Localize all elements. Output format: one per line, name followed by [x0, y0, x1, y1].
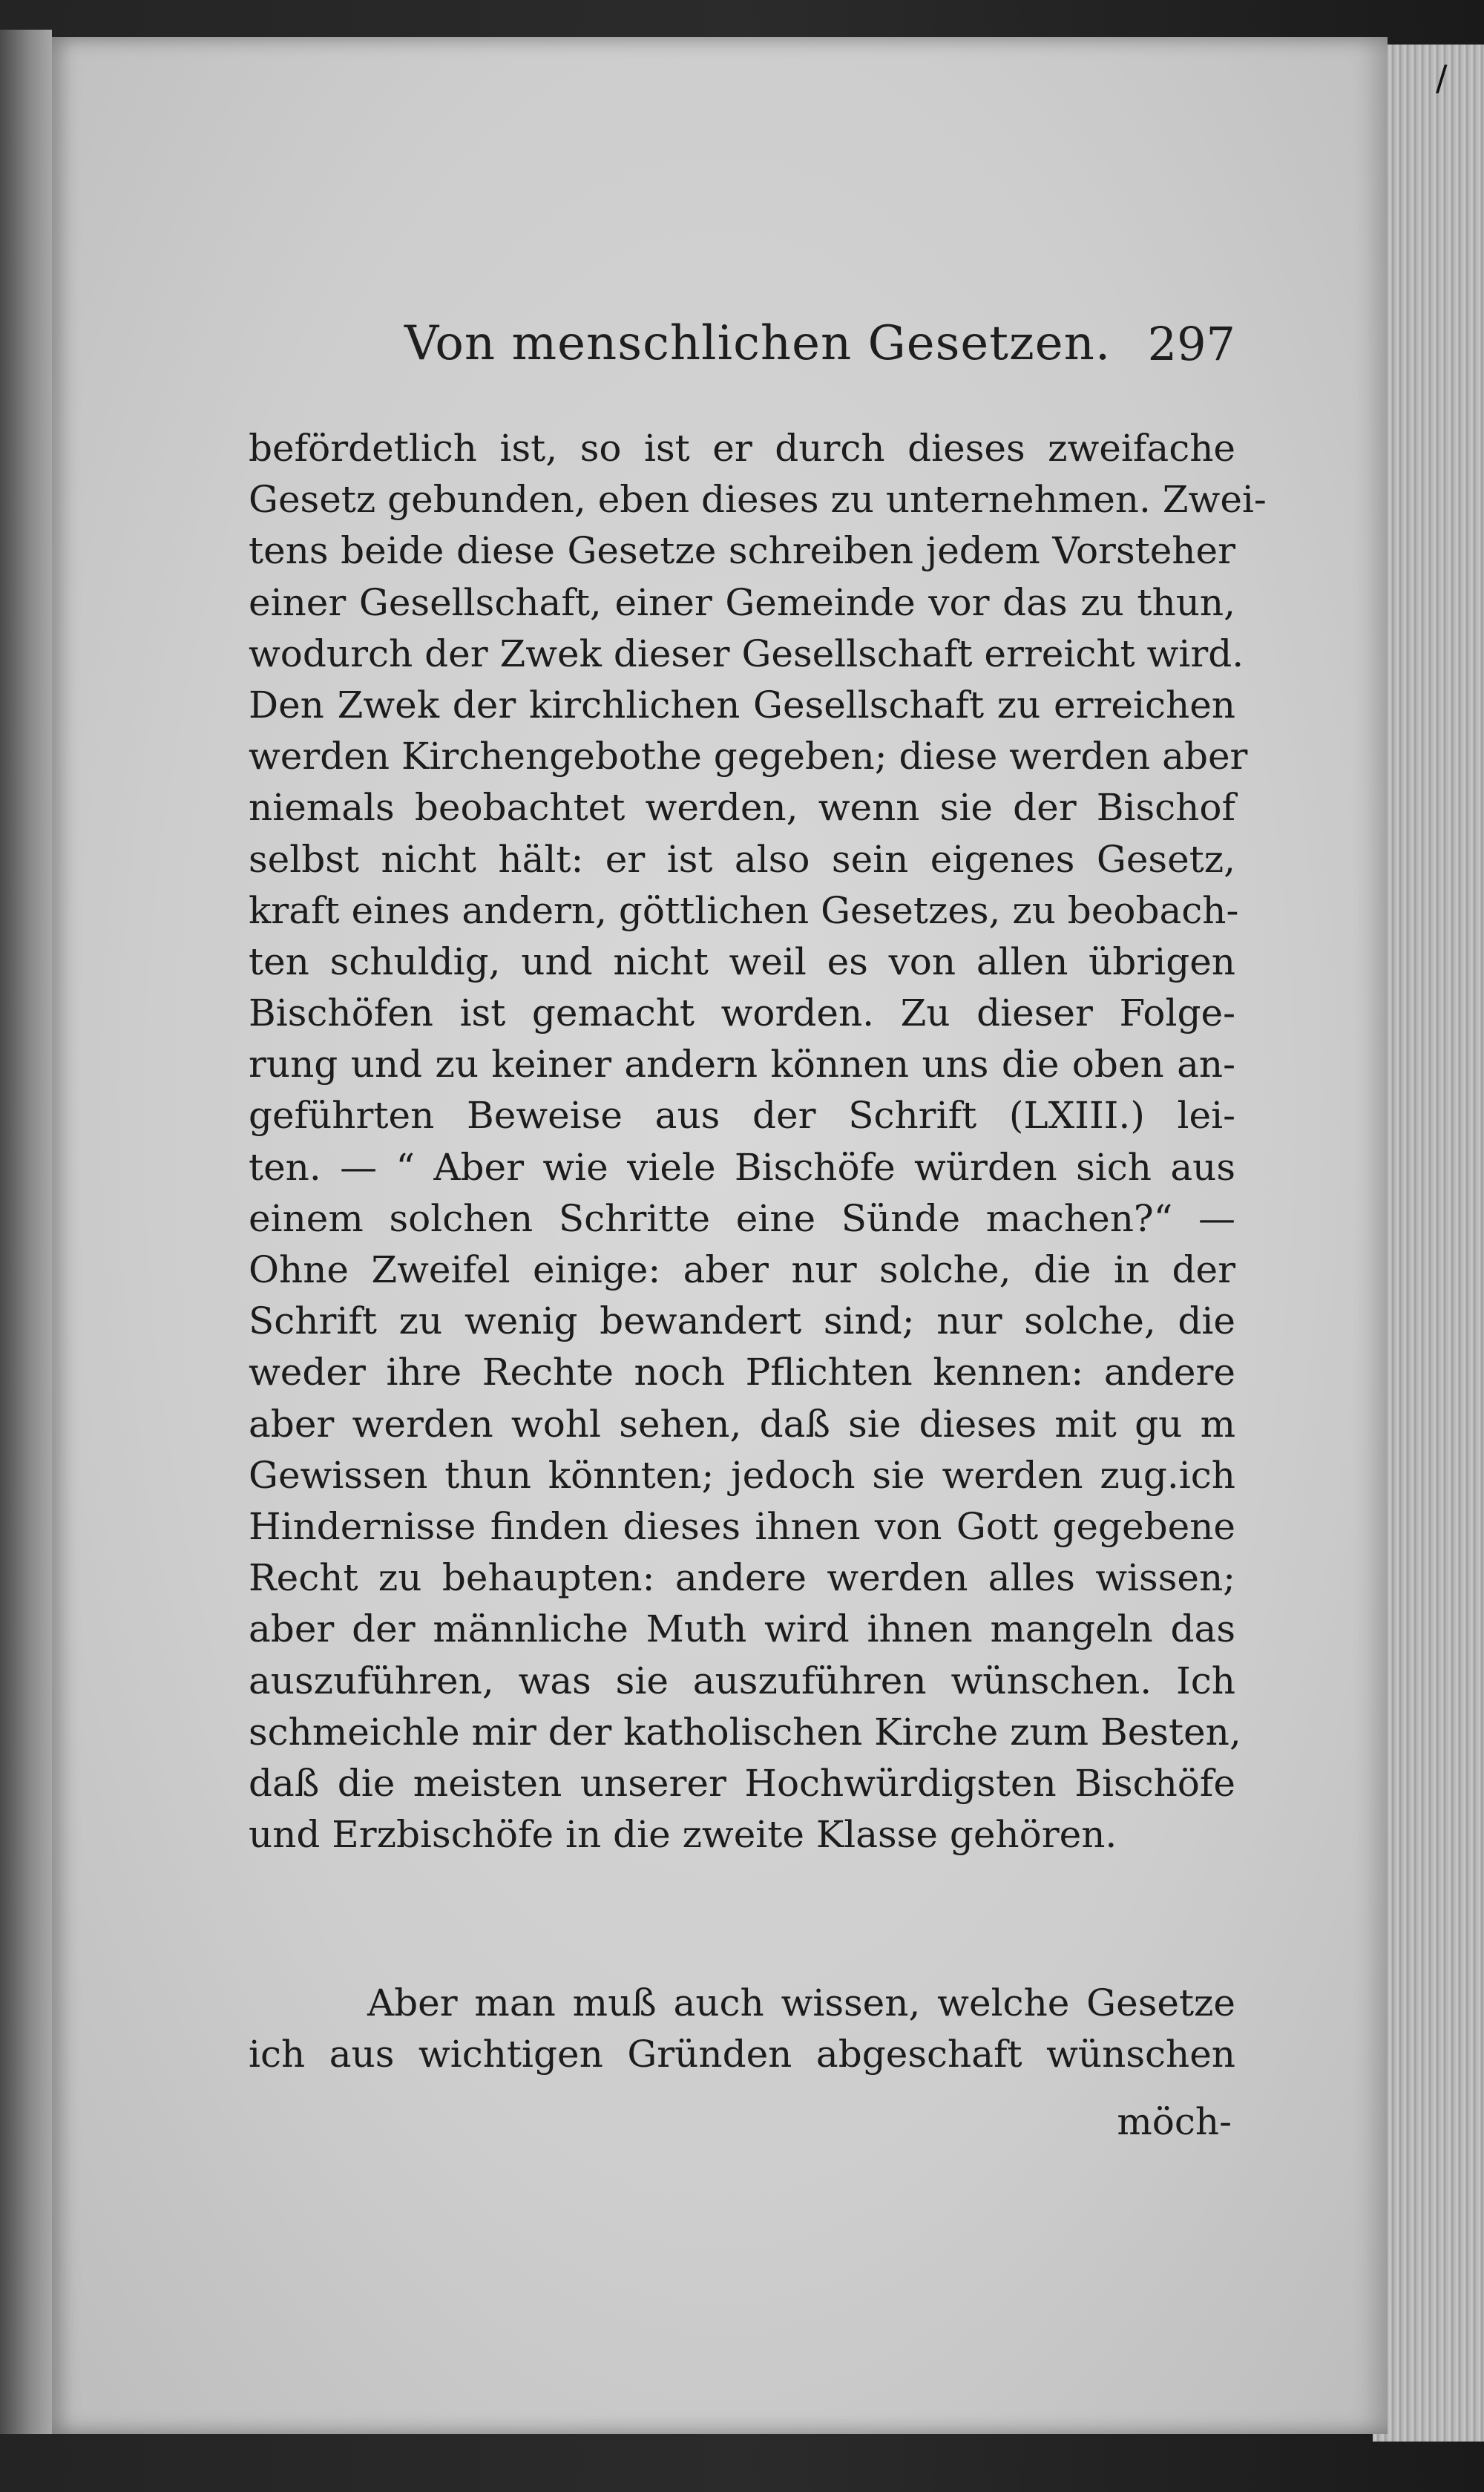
text-line: einem solchen Schritte eine Sünde machen?“ —	[249, 1196, 1235, 1240]
catchword: möch-	[1117, 2100, 1232, 2143]
paragraph-2	[249, 1978, 1235, 2080]
running-head	[364, 303, 1235, 384]
text-line: aber der männliche Muth wird ihnen mangeln das	[249, 1607, 1235, 1651]
text-line: befördetlich ist, so ist er durch dieses zweifache	[249, 427, 1235, 470]
text-line: ten. — “ Aber wie viele Bischöfe würden sich aus	[249, 1145, 1235, 1189]
text-line: Aber man muß auch wissen, welche Gesetze	[367, 1981, 1235, 2024]
text-line: niemals beobachtet werden, wenn sie der Bischof	[249, 786, 1235, 830]
text-line: Hindernisse finden dieses ihnen von Gott gegebene	[249, 1504, 1235, 1548]
page-number: 297	[1147, 316, 1235, 371]
paragraph-1	[249, 423, 1267, 1860]
text-line: kraft eines andern, göttlichen Gesetzes, zu beobach-	[249, 888, 1239, 932]
text-line: aber werden wohl sehen, daß sie dieses mit gu m	[249, 1402, 1235, 1446]
facing-page-edge	[0, 30, 52, 2434]
text-line: und Erzbischöfe in die zweite Klasse gehören.	[249, 1813, 1117, 1857]
text-line: weder ihre Rechte noch Pflichten kennen: andere	[249, 1351, 1235, 1394]
text-line: Den Zwek der kirchlichen Gesellschaft zu erreichen	[249, 683, 1235, 727]
text-line: werden Kirchengebothe gegeben; diese werden aber	[249, 735, 1248, 778]
text-line: selbst nicht hält: er ist also sein eigenes Gesetz,	[249, 837, 1235, 881]
text-line: einer Gesellschaft, einer Gemeinde vor das zu thun,	[249, 580, 1235, 624]
text-line: wodurch der Zwek dieser Gesellschaft erreicht wird.	[249, 632, 1244, 675]
text-line: ten schuldig, und nicht weil es von allen übrigen	[249, 940, 1235, 983]
text-line: Ohne Zweifel einige: aber nur solche, die in der	[249, 1248, 1235, 1291]
text-line: tens beide diese Gesetze schreiben jedem Vorsteher	[249, 529, 1235, 573]
running-title: Von menschlichen Gesetzen.	[404, 316, 1112, 371]
book-page	[52, 37, 1388, 2434]
corner-mark: /	[1436, 58, 1448, 98]
text-line: Schrift zu wenig bewandert sind; nur solche, die	[249, 1299, 1235, 1343]
text-line: Recht zu behaupten: andere werden alles wissen;	[249, 1556, 1235, 1600]
text-line: daß die meisten unserer Hochwürdigsten Bischöfe	[249, 1761, 1235, 1805]
text-line: schmeichle mir der katholischen Kirche zum Besten,	[249, 1710, 1241, 1754]
text-line: Gesetz gebunden, eben dieses zu unternehmen. Zwei-	[249, 478, 1267, 522]
text-line: Gewissen thun könnten; jedoch sie werden zug.ich	[249, 1453, 1235, 1497]
text-line: ich aus wichtigen Gründen abgeschaft wünschen	[249, 2033, 1235, 2076]
text-line: geführten Beweise aus der Schrift (LXIII.) lei-	[249, 1094, 1235, 1138]
text-line: rung und zu keiner andern können uns die oben an-	[249, 1043, 1235, 1086]
text-line: auszuführen, was sie auszuführen wünschen. Ich	[249, 1659, 1235, 1702]
page-stack-edge	[1373, 45, 1484, 2442]
text-line: Bischöfen ist gemacht worden. Zu dieser Folge-	[249, 991, 1235, 1035]
